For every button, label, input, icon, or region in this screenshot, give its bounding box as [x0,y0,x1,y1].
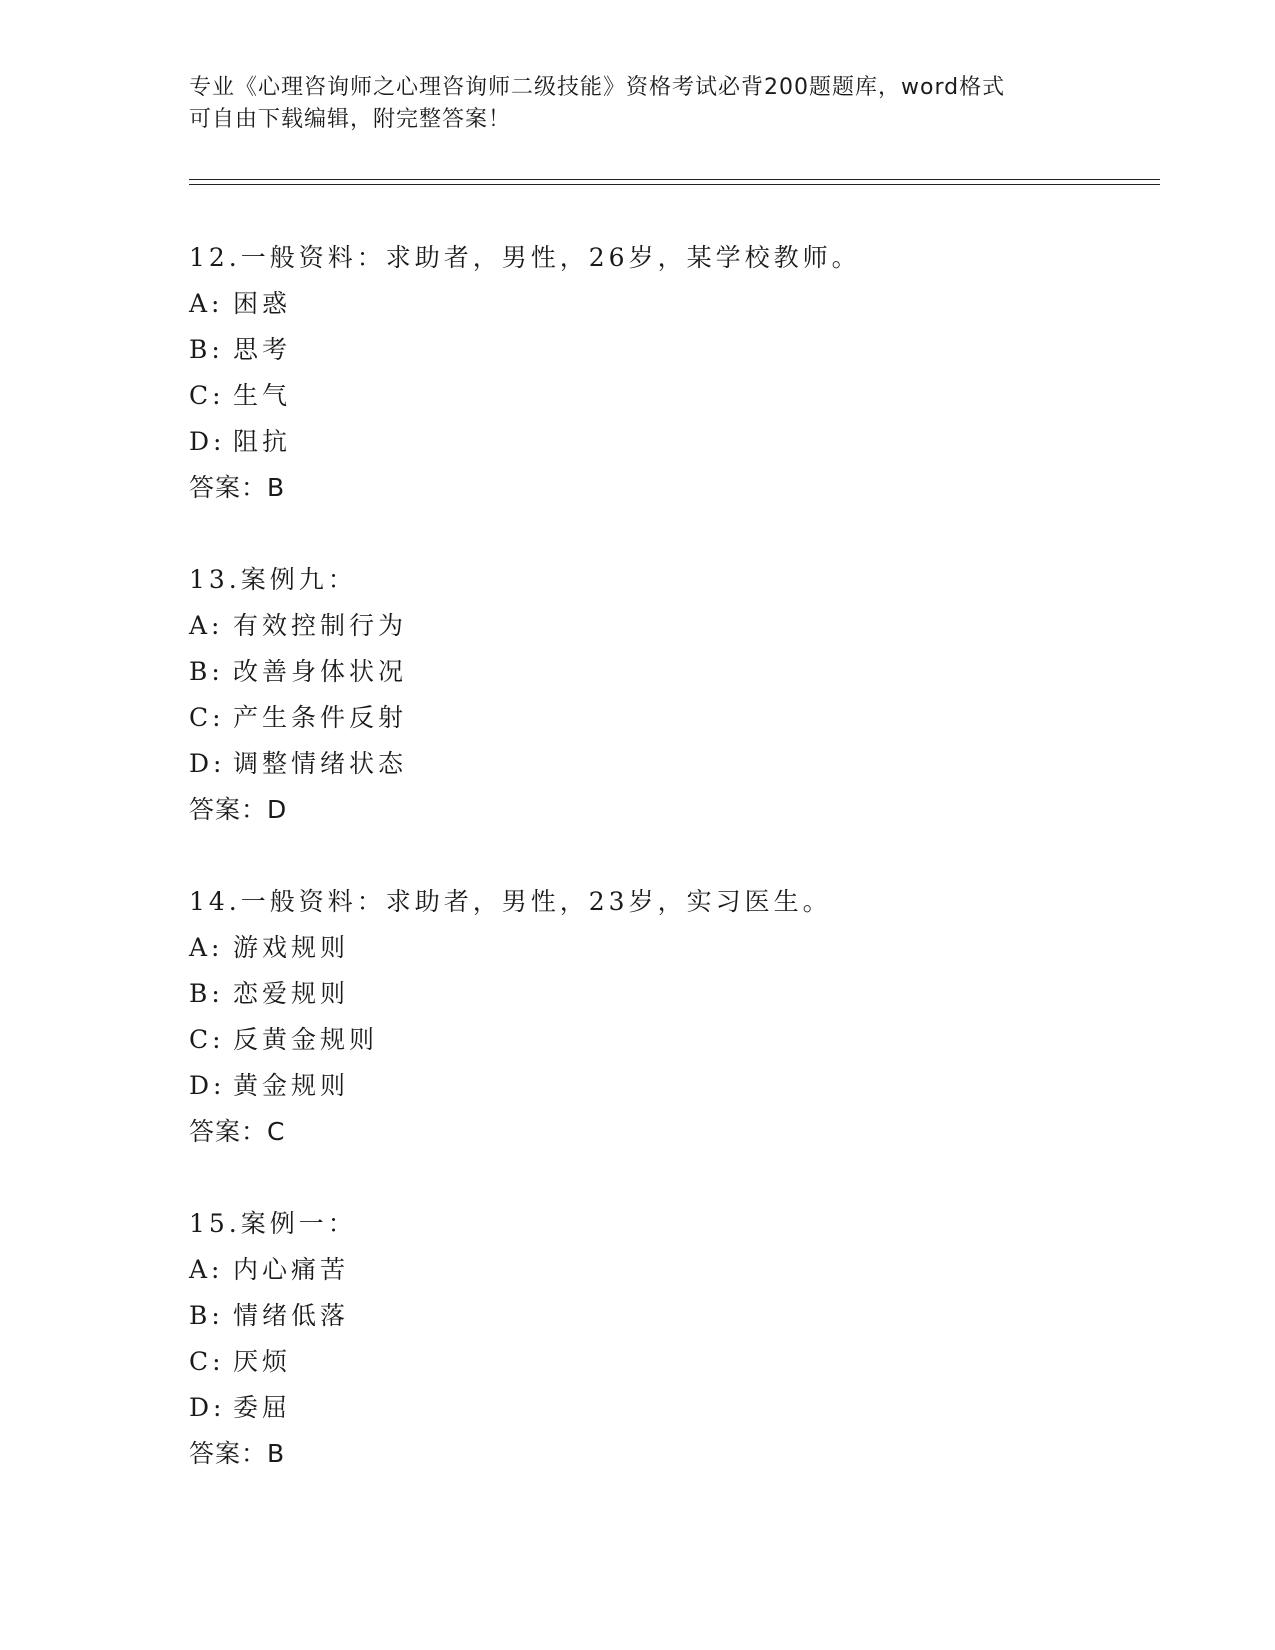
answer-line: 答案：C [189,1117,286,1146]
option-text: 产生条件反射 [233,703,408,732]
option-key: D: [189,1393,226,1422]
header-title-line-2: 可自由下载编辑，附完整答案！ [189,107,512,132]
option-text: 反黄金规则 [233,1025,379,1054]
option-a [189,1247,1149,1293]
option-key: C: [189,1025,225,1054]
option-a [189,281,1149,327]
answer-line: 答案：B [189,473,286,502]
document-header [189,72,1069,136]
option-b [189,971,1149,1017]
option-key: B: [189,657,224,686]
option-text: 黄金规则 [233,1071,350,1100]
option-key: D: [189,1071,226,1100]
option-d [189,741,1149,787]
option-key: C: [189,703,225,732]
option-c [189,373,1149,419]
option-key: A: [189,611,224,640]
question-15 [189,1201,1149,1477]
option-d [189,1063,1149,1109]
option-b [189,327,1149,373]
question-stem: 15.案例一： [189,1209,357,1238]
option-text: 游戏规则 [233,933,350,962]
option-c [189,1339,1149,1385]
header-title-line-1: 专业《心理咨询师之心理咨询师二级技能》资格考试必背200题题库，word格式 [189,75,1006,100]
question-13 [189,557,1149,833]
option-key: B: [189,335,224,364]
option-d [189,419,1149,465]
option-text: 有效控制行为 [233,611,408,640]
option-text: 内心痛苦 [233,1255,350,1284]
answer-line: 答案：D [189,795,288,824]
question-12 [189,235,1149,511]
option-key: C: [189,1347,225,1376]
option-text: 厌烦 [233,1347,292,1376]
option-key: B: [189,1301,224,1330]
option-text: 思考 [233,335,292,364]
option-c [189,1017,1149,1063]
option-text: 阻抗 [233,427,292,456]
option-text: 生气 [233,381,292,410]
header-divider-top [189,179,1160,180]
option-d [189,1385,1149,1431]
question-14 [189,879,1149,1155]
option-a [189,603,1149,649]
option-a [189,925,1149,971]
option-key: A: [189,933,224,962]
answer-line: 答案：B [189,1439,286,1468]
option-text: 困惑 [233,289,292,318]
option-key: A: [189,289,224,318]
option-text: 改善身体状况 [233,657,408,686]
option-key: C: [189,381,225,410]
option-text: 恋爱规则 [233,979,350,1008]
option-text: 委屈 [233,1393,292,1422]
question-stem: 14.一般资料：求助者，男性，23岁，实习医生。 [189,887,832,916]
option-key: A: [189,1255,224,1284]
header-divider-bottom [189,184,1160,185]
option-b [189,649,1149,695]
option-key: B: [189,979,224,1008]
option-c [189,695,1149,741]
question-list [189,235,1149,1523]
option-key: D: [189,427,226,456]
option-text: 调整情绪状态 [233,749,408,778]
question-stem: 12.一般资料：求助者，男性，26岁，某学校教师。 [189,243,861,272]
option-text: 情绪低落 [233,1301,350,1330]
question-stem: 13.案例九： [189,565,357,594]
option-key: D: [189,749,226,778]
option-b [189,1293,1149,1339]
